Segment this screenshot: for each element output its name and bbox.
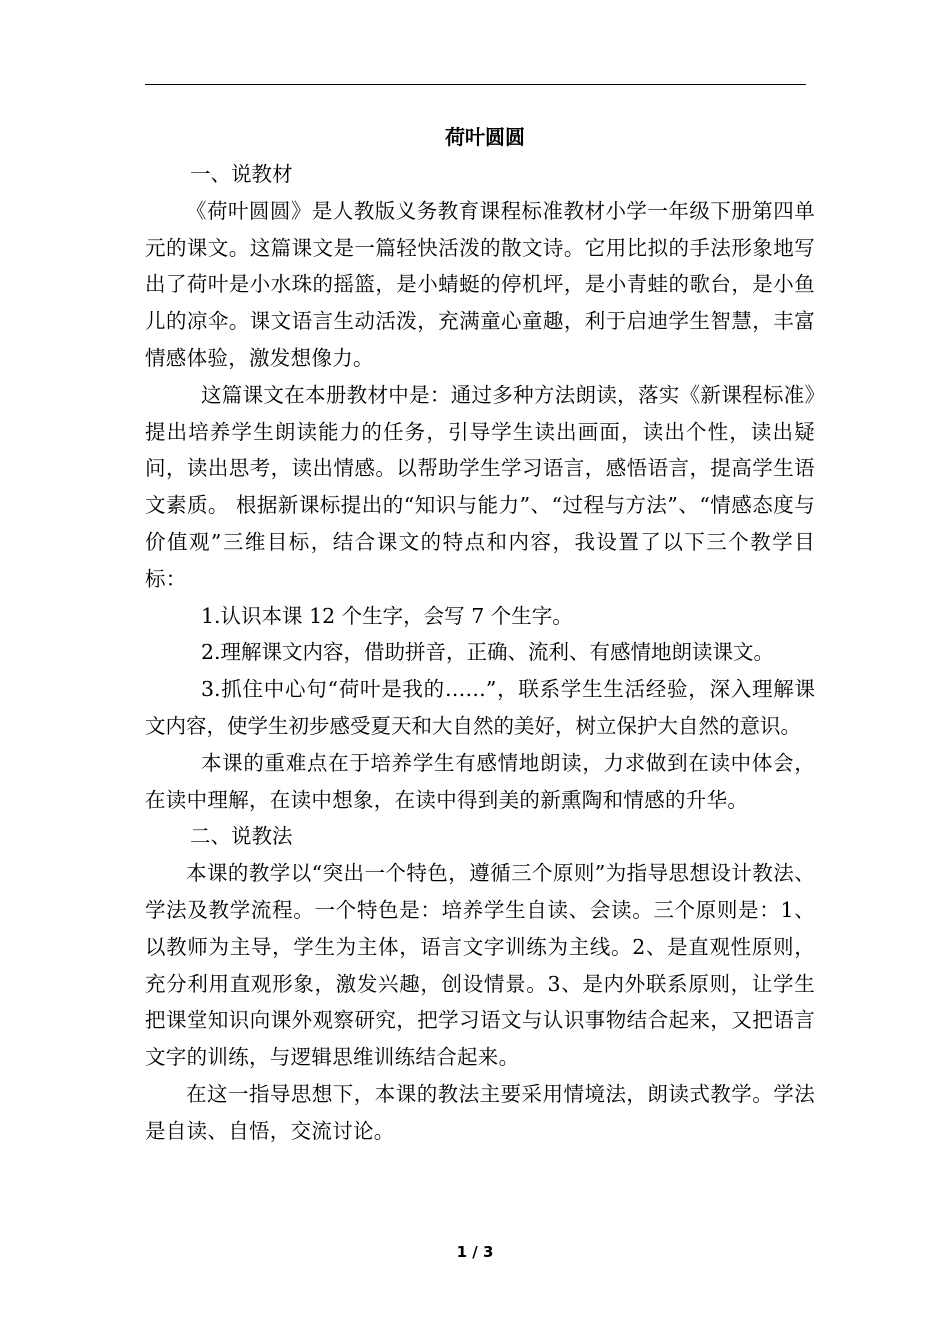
page-number: 1 / 3 [456,1243,494,1261]
paragraph-role: 这篇课文在本册教材中是：通过多种方法朗读，落实《新课程标准》提出培养学生朗读能力的任务，引导学生读出画面，读出个性，读出疑问，读出思考，读出情感。以帮助学生学习语言，感悟语言，提高学生语文素质。 根据新课标提出的“知识与能力”、“过程与方法”、“情感态度与价值观”三维目标，结合课文的特点和内容，我设置了以下三个教学目标： [145,382,815,591]
document-title: 荷叶圆圆 [445,125,525,149]
goal-item-3: 3.抓住中心句“荷叶是我的……”，联系学生生活经验，深入理解课文内容，使学生初步感受夏天和大自然的美好，树立保护大自然的意识。 [145,677,815,738]
header-rule [145,84,806,85]
paragraph-intro: 《荷叶圆圆》是人教版义务教育课程标准教材小学一年级下册第四单元的课文。这篇课文是一篇轻快活泼的散文诗。它用比拟的手法形象地写出了荷叶是小水珠的摇篮，是小蜻蜓的停机坪，是小青蛙的歌台，是小鱼儿的凉伞。课文语言生动活泼，充满童心童趣，利于启迪学生智慧，丰富情感体验，激发想像力。 [145,198,815,370]
section-heading-textbook: 一、说教材 [190,162,293,186]
paragraph-methods-summary: 在这一指导思想下，本课的教法主要采用情境法，朗读式教学。学法是自读、自悟，交流讨论。 [145,1081,815,1143]
document-body [145,118,815,1150]
paragraph-key-points: 本课的重难点在于培养学生有感情地朗读，力求做到在读中体会，在读中理解，在读中想象，在读中得到美的新熏陶和情感的升华。 [145,750,815,812]
goal-item-1: 1.认识本课 12 个生字，会写 7 个生字。 [201,603,573,628]
section-heading-methods: 二、说教法 [190,824,293,849]
goal-item-2: 2.理解课文内容，借助拼音，正确、流利、有感情地朗读课文。 [201,640,775,665]
paragraph-methods: 本课的教学以“突出一个特色，遵循三个原则”为指导思想设计教法、学法及教学流程。一个特色是：培养学生自读、会读。三个原则是：1、以教师为主导，学生为主体，语言文字训练为主线。2、是直观性原则，充分利用直观形象，激发兴趣，创设情景。3、是内外联系原则，让学生把课堂知识向课外观察研究，把学习语文与认识事物结合起来，又把语言文字的训练，与逻辑思维训练结合起来。 [145,861,815,1070]
